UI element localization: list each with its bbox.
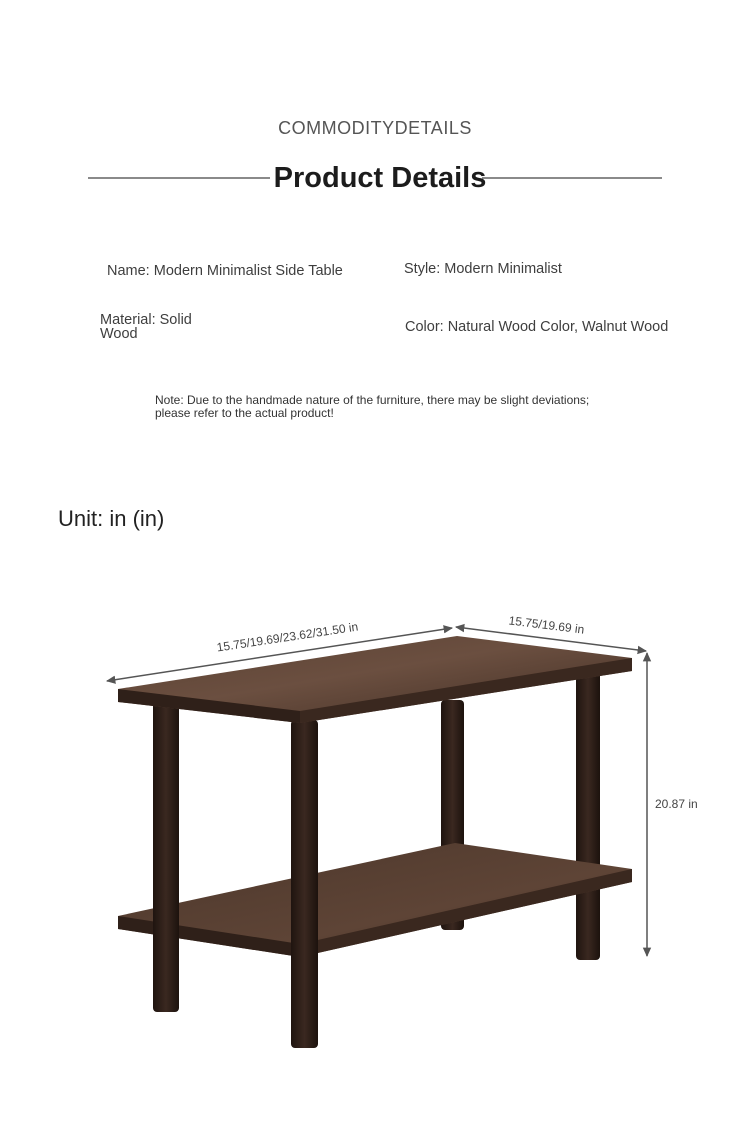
spec-color: Color: Natural Wood Color, Walnut Wood: [405, 319, 669, 335]
table-leg-back-right: [576, 670, 600, 960]
note-line2: please refer to the actual product!: [155, 406, 334, 420]
spec-material-line1: Material: Solid: [100, 312, 192, 328]
spec-material-line2: Wood: [100, 326, 138, 342]
note-line1: Note: Due to the handmade nature of the furniture, there may be slight deviations;: [155, 393, 590, 407]
spec-style: Style: Modern Minimalist: [404, 261, 562, 277]
table-leg-front-right: [291, 720, 318, 1048]
section-subtitle: COMMODITYDETAILS: [278, 118, 472, 138]
length-dimension-label: 15.75/19.69/23.62/31.50 in: [215, 619, 360, 655]
height-dimension-label: 20.87 in: [655, 797, 698, 811]
unit-label: Unit: in (in): [58, 506, 165, 531]
width-dimension-label: 15.75/19.69 in: [507, 613, 586, 637]
spec-name: Name: Modern Minimalist Side Table: [107, 263, 343, 279]
table-leg-front-left: [153, 700, 179, 1012]
page-title: Product Details: [273, 162, 487, 194]
